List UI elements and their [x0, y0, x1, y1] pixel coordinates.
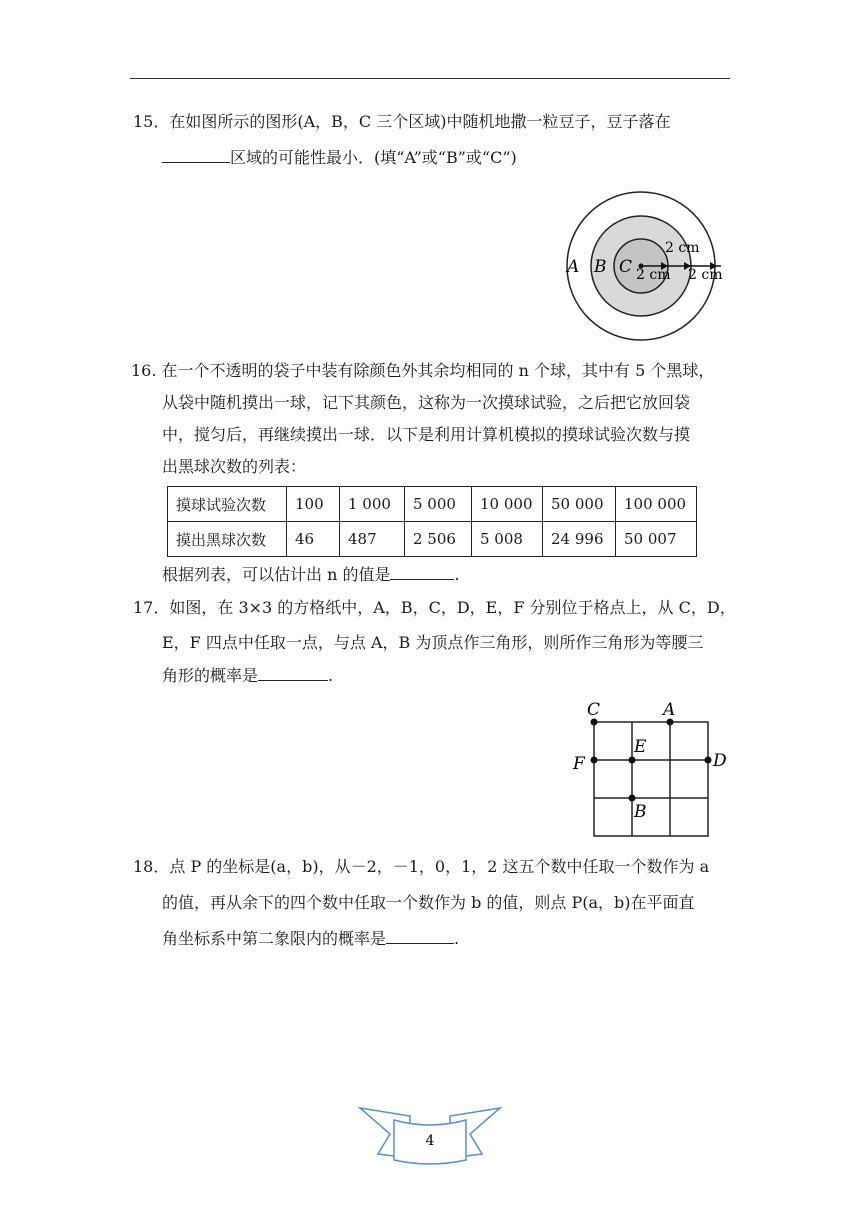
point-f	[591, 757, 598, 764]
q16-line4: 出黑球次数的列表：	[162, 457, 307, 476]
table-cell: 100	[287, 487, 340, 522]
q17-line1: 17．如图，在 3×3 的方格纸中，A，B，C，D，E，F 分别位于格点上，从 C，D，	[133, 598, 736, 617]
header-rule	[130, 78, 730, 79]
table-cell: 摸出黑球次数	[168, 522, 287, 557]
table-cell: 摸球试验次数	[168, 487, 287, 522]
q16-line1: 16. 在一个不透明的袋子中装有除颜色外其余均相同的 n 个球，其中有 5 个黑球，	[131, 361, 715, 380]
dim-label-inner: 2 cm	[636, 267, 671, 283]
q17-answer-blank[interactable]	[258, 666, 328, 681]
label-a: A	[663, 700, 676, 720]
table-cell: 100 000	[616, 487, 697, 522]
q17-line3-container	[162, 666, 333, 686]
q18-line3-container	[162, 929, 459, 949]
dim-label-outer-right: 2 cm	[688, 267, 723, 283]
label-d: D	[713, 751, 727, 771]
q15-line2: 区域的可能性最小．(填“A”或“B”或“C”)	[230, 148, 517, 167]
label-a: A	[567, 257, 580, 277]
q16-line5: 根据列表，可以估计出 n 的值是	[162, 565, 391, 584]
label-e: E	[634, 737, 647, 757]
q16-period: .	[454, 565, 460, 584]
table-cell: 5 008	[472, 522, 543, 557]
label-c: C	[587, 700, 601, 720]
label-c: C	[619, 257, 633, 277]
q15-line2-container	[162, 148, 517, 168]
q15-answer-blank[interactable]	[162, 148, 230, 163]
label-b: B	[634, 802, 647, 822]
q16-answer-blank[interactable]	[390, 565, 454, 580]
table-cell: 2 506	[405, 522, 472, 557]
table-row	[168, 522, 697, 557]
table-cell: 46	[287, 522, 340, 557]
label-f: F	[573, 754, 585, 774]
table-cell: 50 000	[543, 487, 616, 522]
point-d	[705, 757, 712, 764]
table-cell: 24 996	[543, 522, 616, 557]
q16-frequency-table	[167, 486, 697, 557]
table-row	[168, 487, 697, 522]
q15-concentric-circles-figure	[555, 186, 735, 346]
grid-lines	[594, 722, 708, 836]
q18-answer-blank[interactable]	[386, 929, 454, 944]
table-cell: 10 000	[472, 487, 543, 522]
point-e	[629, 757, 636, 764]
q16-line2: 从袋中随机摸出一球，记下其颜色，这称为一次摸球试验，之后把它放回袋	[162, 393, 691, 412]
q17-line3: 角形的概率是	[162, 666, 259, 685]
table-cell: 50 007	[616, 522, 697, 557]
table-cell: 1 000	[340, 487, 405, 522]
page-number: 4	[425, 1133, 435, 1149]
q16-line5-container	[162, 565, 460, 585]
point-b	[629, 795, 636, 802]
q17-grid-figure	[565, 696, 745, 841]
q18-line3: 角坐标系中第二象限内的概率是	[162, 929, 387, 948]
q18-period: .	[454, 929, 460, 948]
label-b: B	[594, 257, 607, 277]
table-cell: 487	[340, 522, 405, 557]
q15-line1: 15．在如图所示的图形(A，B，C 三个区域)中随机地撒一粒豆子，豆子落在	[133, 112, 671, 131]
dim-label-outer: 2 cm	[665, 240, 700, 256]
q18-line1: 18．点 P 的坐标是(a，b)，从－2，－1，0，1，2 这五个数中任取一个数作为 a	[133, 857, 710, 876]
page-number-ribbon	[350, 1100, 510, 1170]
q16-line3: 中，搅匀后，再继续摸出一球．以下是利用计算机模拟的摸球试验次数与摸	[162, 425, 691, 444]
q17-period: .	[328, 666, 334, 685]
q17-line2: E，F 四点中任取一点，与点 A，B 为顶点作三角形，则所作三角形为等腰三	[162, 633, 704, 652]
q18-line2: 的值，再从余下的四个数中任取一个数作为 b 的值，则点 P(a，b)在平面直	[162, 893, 695, 912]
table-cell: 5 000	[405, 487, 472, 522]
